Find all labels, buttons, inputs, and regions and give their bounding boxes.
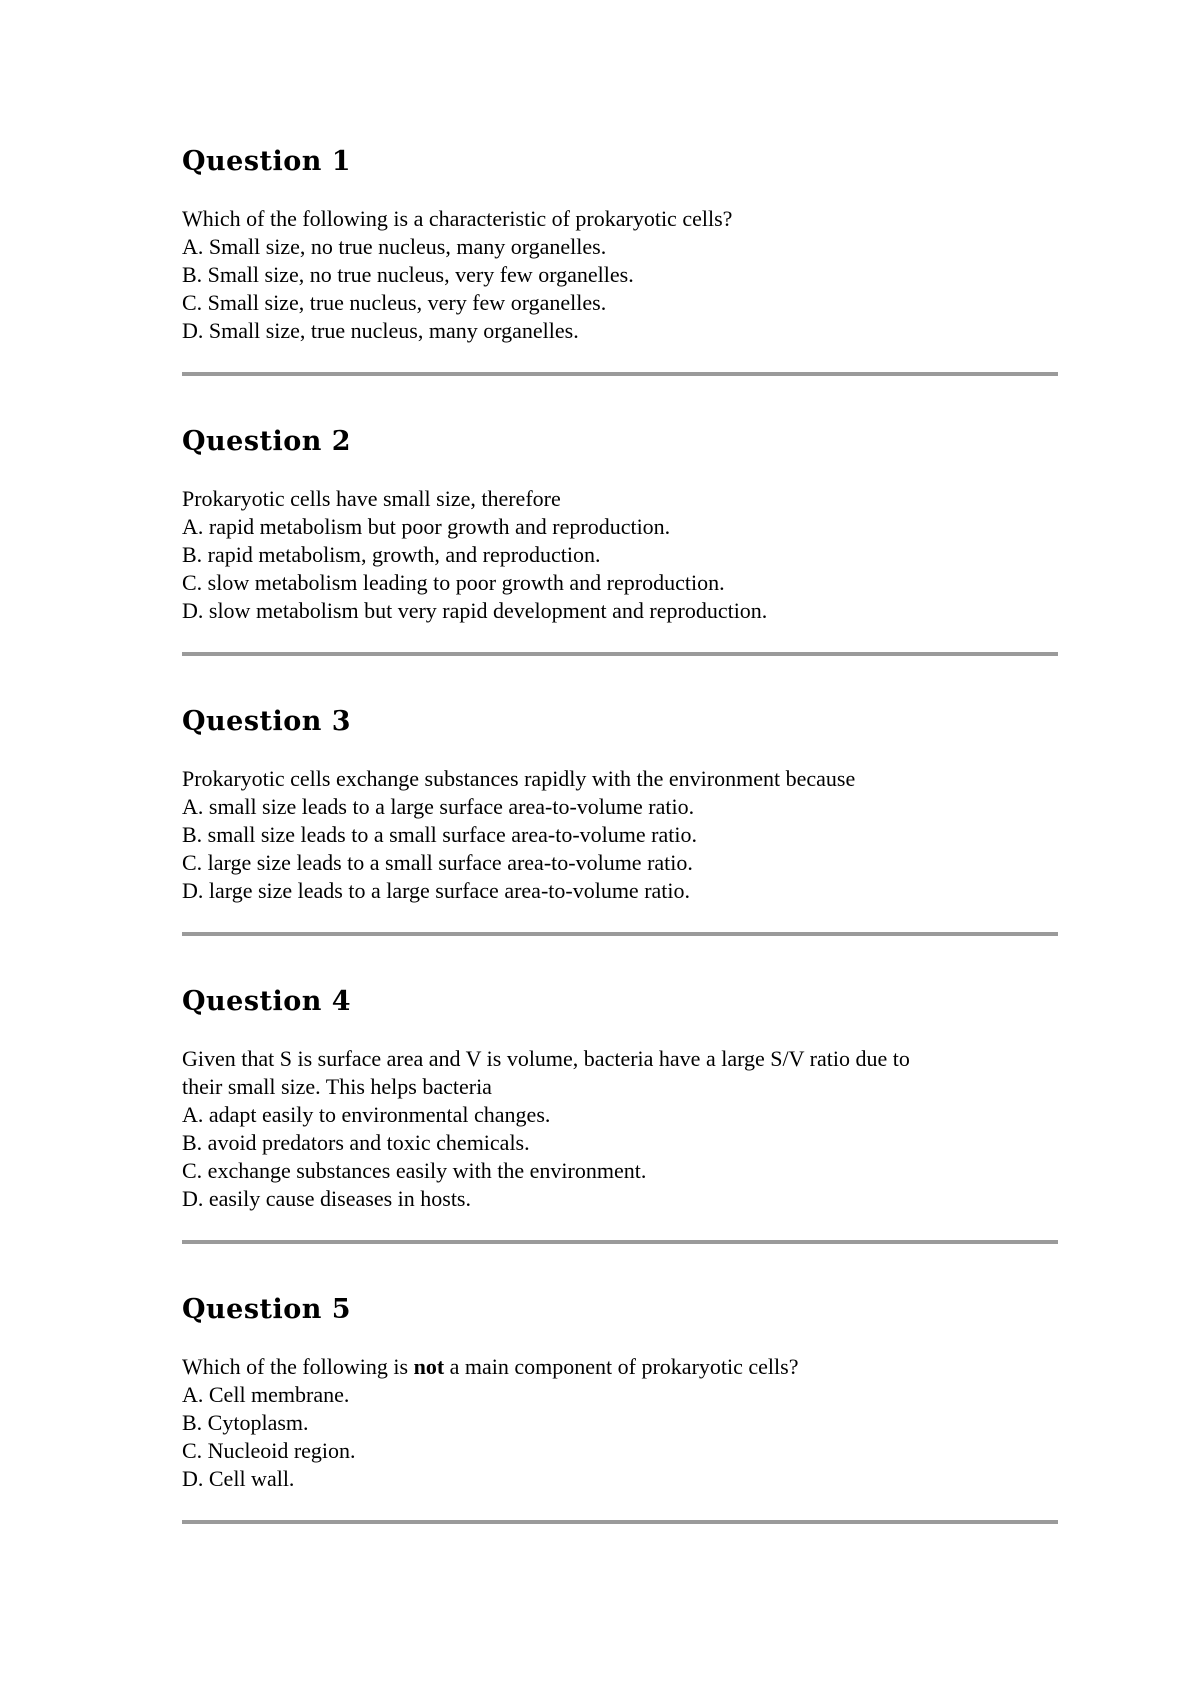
question-stem: Prokaryotic cells exchange substances rapidly with the environment because (182, 766, 856, 791)
question-stem: Which of the following is a characteristic of prokaryotic cells? (182, 206, 733, 231)
question-title: Question 2 (182, 426, 352, 457)
option-b: B. rapid metabolism, growth, and reproduction. (182, 542, 601, 567)
option-c: C. Nucleoid region. (182, 1438, 356, 1463)
option-c: C. large size leads to a small surface area-to-volume ratio. (182, 850, 693, 875)
question-body (182, 765, 1058, 905)
question-stem-emphasis: not (413, 1354, 445, 1379)
question-4 (182, 985, 1058, 1213)
option-b: B. Cytoplasm. (182, 1410, 309, 1435)
option-a: A. small size leads to a large surface area-to-volume ratio. (182, 794, 695, 819)
option-d: D. easily cause diseases in hosts. (182, 1186, 471, 1211)
question-divider (182, 372, 1058, 376)
question-3 (182, 705, 1058, 905)
question-stem: Prokaryotic cells have small size, therefore (182, 486, 561, 511)
question-2 (182, 425, 1058, 625)
question-stem-line-1: Given that S is surface area and V is volume, bacteria have a large S/V ratio due to (182, 1046, 910, 1071)
question-title: Question 5 (182, 1294, 352, 1325)
option-a: A. rapid metabolism but poor growth and reproduction. (182, 514, 671, 539)
option-b: B. avoid predators and toxic chemicals. (182, 1130, 530, 1155)
option-d: D. slow metabolism but very rapid development and reproduction. (182, 598, 768, 623)
option-a: A. adapt easily to environmental changes. (182, 1102, 551, 1127)
question-body (182, 485, 1058, 625)
question-divider (182, 1520, 1058, 1524)
option-d: D. Small size, true nucleus, many organelles. (182, 318, 579, 343)
option-c: C. Small size, true nucleus, very few organelles. (182, 290, 607, 315)
question-title: Question 4 (182, 986, 352, 1017)
option-c: C. slow metabolism leading to poor growth and reproduction. (182, 570, 725, 595)
question-stem-line-2: their small size. This helps bacteria (182, 1074, 492, 1099)
question-divider (182, 652, 1058, 656)
question-title: Question 1 (182, 146, 352, 177)
question-title: Question 3 (182, 706, 352, 737)
question-body (182, 1353, 1058, 1493)
option-a: A. Cell membrane. (182, 1382, 350, 1407)
option-d: D. Cell wall. (182, 1466, 295, 1491)
question-stem-text: Which of the following is (182, 1354, 414, 1379)
question-body (182, 205, 1058, 345)
option-b: B. Small size, no true nucleus, very few organelles. (182, 262, 634, 287)
option-b: B. small size leads to a small surface area-to-volume ratio. (182, 822, 697, 847)
question-5 (182, 1293, 1058, 1493)
option-c: C. exchange substances easily with the environment. (182, 1158, 647, 1183)
question-divider (182, 932, 1058, 936)
option-d: D. large size leads to a large surface area-to-volume ratio. (182, 878, 691, 903)
question-stem-text: a main component of prokaryotic cells? (444, 1354, 799, 1379)
question-1 (182, 145, 1058, 345)
question-divider (182, 1240, 1058, 1244)
question-stem (182, 1353, 1058, 1381)
option-a: A. Small size, no true nucleus, many organelles. (182, 234, 607, 259)
question-body (182, 1045, 1058, 1213)
